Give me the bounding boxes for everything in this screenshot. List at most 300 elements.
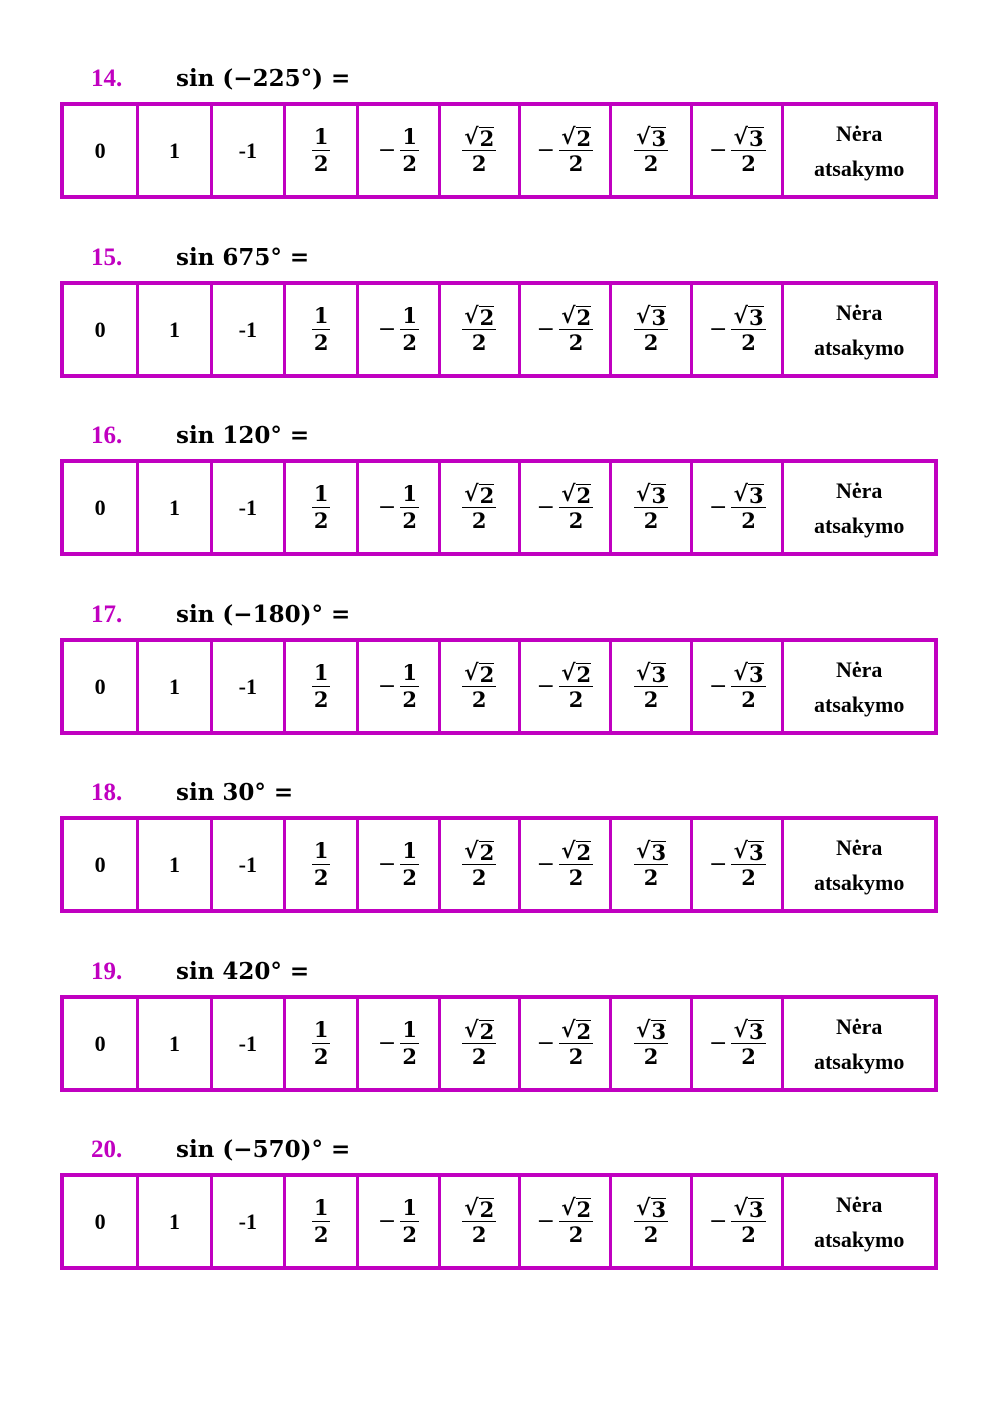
option-value: 0 bbox=[94, 137, 106, 163]
minus-sign: − bbox=[377, 1209, 397, 1234]
question-expression: sin (−180)° = bbox=[176, 601, 351, 628]
question-expression: sin 120° = bbox=[176, 422, 310, 449]
option-value: 1 bbox=[168, 673, 180, 699]
fraction-stack bbox=[462, 660, 496, 713]
answer-option[interactable] bbox=[286, 820, 359, 909]
fraction bbox=[537, 124, 594, 177]
answer-options-row bbox=[60, 638, 938, 735]
fraction bbox=[462, 838, 496, 891]
radical-sign: √ bbox=[636, 124, 651, 150]
fraction bbox=[709, 1017, 766, 1070]
radicand: 3 bbox=[651, 1019, 667, 1044]
fraction bbox=[312, 124, 331, 177]
option-label-line1: Nėra bbox=[835, 477, 883, 503]
fraction-stack bbox=[731, 660, 765, 713]
fraction-stack bbox=[634, 660, 668, 713]
denominator: 2 bbox=[402, 1044, 417, 1069]
answer-options-row bbox=[60, 102, 938, 199]
fraction-stack bbox=[462, 1017, 496, 1070]
radical-sign: √ bbox=[561, 1195, 576, 1221]
denominator: 2 bbox=[402, 1222, 417, 1247]
answer-option[interactable] bbox=[139, 999, 212, 1088]
fraction bbox=[634, 1017, 668, 1070]
denominator: 2 bbox=[568, 687, 584, 712]
fraction bbox=[378, 1195, 419, 1248]
fraction-stack bbox=[559, 124, 593, 177]
answer-option[interactable] bbox=[139, 1177, 212, 1266]
answer-option[interactable] bbox=[784, 106, 934, 195]
question-number: 17. bbox=[91, 601, 123, 628]
answer-option[interactable] bbox=[784, 999, 934, 1088]
radicand: 2 bbox=[576, 840, 592, 865]
radical-sign: √ bbox=[464, 1017, 479, 1043]
radicand: 2 bbox=[479, 126, 495, 151]
square-root bbox=[636, 303, 666, 329]
radicand: 2 bbox=[479, 305, 495, 330]
answer-option[interactable] bbox=[612, 1177, 693, 1266]
fraction bbox=[709, 838, 766, 891]
denominator: 2 bbox=[643, 865, 659, 890]
minus-sign: − bbox=[377, 138, 397, 163]
numerator bbox=[731, 660, 765, 686]
answer-option[interactable] bbox=[213, 285, 286, 374]
numerator bbox=[731, 481, 765, 507]
answer-option[interactable] bbox=[521, 820, 612, 909]
minus-sign: − bbox=[536, 674, 556, 699]
radicand: 2 bbox=[576, 1019, 592, 1044]
answer-option[interactable] bbox=[139, 285, 212, 374]
question-header bbox=[60, 776, 938, 810]
minus-sign: − bbox=[709, 1209, 728, 1234]
square-root bbox=[561, 660, 591, 686]
option-value: 0 bbox=[94, 673, 106, 699]
option-label-line2: atsakymo bbox=[813, 869, 905, 895]
square-root bbox=[561, 124, 591, 150]
answer-option[interactable] bbox=[784, 1177, 934, 1266]
minus-sign: − bbox=[536, 138, 556, 163]
answer-option[interactable] bbox=[521, 285, 612, 374]
denominator: 2 bbox=[313, 865, 329, 890]
fraction-stack bbox=[462, 124, 496, 177]
answer-option[interactable] bbox=[784, 285, 934, 374]
denominator: 2 bbox=[402, 865, 417, 890]
radical-sign: √ bbox=[733, 481, 748, 507]
answer-option[interactable] bbox=[286, 999, 359, 1088]
square-root bbox=[733, 660, 763, 686]
fraction bbox=[709, 124, 766, 177]
numerator bbox=[731, 303, 765, 329]
answer-option[interactable] bbox=[64, 106, 139, 195]
answer-option[interactable] bbox=[286, 463, 359, 552]
radical-sign: √ bbox=[733, 660, 748, 686]
radical-sign: √ bbox=[733, 1195, 748, 1221]
fraction-stack bbox=[400, 660, 419, 713]
option-label-line2: atsakymo bbox=[813, 691, 905, 717]
minus-sign: − bbox=[536, 317, 556, 342]
question-header bbox=[60, 62, 938, 96]
fraction-stack bbox=[462, 481, 496, 534]
fraction-stack bbox=[559, 303, 593, 356]
answer-option[interactable] bbox=[612, 106, 693, 195]
radical-sign: √ bbox=[561, 838, 576, 864]
denominator: 2 bbox=[471, 865, 487, 890]
denominator: 2 bbox=[313, 1044, 329, 1069]
denominator: 2 bbox=[402, 151, 417, 176]
denominator: 2 bbox=[741, 1222, 756, 1247]
fraction-stack bbox=[312, 1195, 331, 1248]
square-root bbox=[733, 1195, 763, 1221]
option-label-line2: atsakymo bbox=[813, 334, 905, 360]
fraction bbox=[634, 660, 668, 713]
answer-option[interactable] bbox=[359, 1177, 440, 1266]
radicand: 3 bbox=[651, 126, 667, 151]
fraction bbox=[634, 481, 668, 534]
option-value: 1 bbox=[168, 1208, 180, 1234]
fraction bbox=[312, 481, 331, 534]
denominator: 2 bbox=[568, 1222, 584, 1247]
answer-option[interactable] bbox=[693, 285, 784, 374]
question-expression: sin 675° = bbox=[176, 244, 310, 271]
square-root bbox=[561, 838, 591, 864]
minus-sign: − bbox=[377, 852, 397, 877]
square-root bbox=[464, 1017, 494, 1043]
fraction bbox=[312, 1195, 331, 1248]
radical-sign: √ bbox=[636, 660, 651, 686]
answer-option[interactable] bbox=[784, 642, 934, 731]
minus-sign: − bbox=[377, 1031, 397, 1056]
minus-sign: − bbox=[536, 1209, 556, 1234]
denominator: 2 bbox=[313, 508, 329, 533]
option-label-line1: Nėra bbox=[835, 120, 883, 146]
answer-option[interactable] bbox=[286, 285, 359, 374]
answer-option[interactable] bbox=[139, 106, 212, 195]
fraction bbox=[634, 838, 668, 891]
option-value: 1 bbox=[168, 137, 180, 163]
numerator bbox=[462, 1017, 496, 1043]
radicand: 3 bbox=[651, 840, 667, 865]
answer-option[interactable] bbox=[139, 463, 212, 552]
fraction bbox=[537, 481, 594, 534]
answer-option[interactable] bbox=[612, 642, 693, 731]
answer-options-row bbox=[60, 816, 938, 913]
radicand: 2 bbox=[576, 483, 592, 508]
answer-option[interactable] bbox=[521, 642, 612, 731]
answer-option[interactable] bbox=[441, 106, 521, 195]
answer-option[interactable] bbox=[441, 642, 521, 731]
fraction bbox=[462, 481, 496, 534]
denominator: 2 bbox=[741, 151, 756, 176]
numerator bbox=[634, 124, 668, 150]
answer-options-row bbox=[60, 459, 938, 556]
answer-option[interactable] bbox=[612, 463, 693, 552]
denominator: 2 bbox=[568, 1044, 584, 1069]
fraction-stack bbox=[559, 660, 593, 713]
answer-option[interactable] bbox=[359, 642, 440, 731]
denominator: 2 bbox=[471, 687, 487, 712]
answer-option[interactable] bbox=[139, 642, 212, 731]
answer-option[interactable] bbox=[286, 1177, 359, 1266]
fraction bbox=[634, 124, 668, 177]
radical-sign: √ bbox=[561, 303, 576, 329]
denominator: 2 bbox=[313, 330, 329, 355]
numerator bbox=[559, 303, 593, 329]
denominator: 2 bbox=[313, 687, 329, 712]
fraction-stack bbox=[400, 124, 419, 177]
radical-sign: √ bbox=[464, 838, 479, 864]
answer-option[interactable] bbox=[64, 642, 139, 731]
radicand: 3 bbox=[748, 662, 764, 687]
denominator: 2 bbox=[402, 330, 417, 355]
fraction-stack bbox=[312, 303, 331, 356]
option-value: 0 bbox=[94, 494, 106, 520]
square-root bbox=[561, 1017, 591, 1043]
answer-option[interactable] bbox=[64, 1177, 139, 1266]
fraction-stack bbox=[731, 481, 765, 534]
square-root bbox=[636, 1017, 666, 1043]
radicand: 3 bbox=[651, 483, 667, 508]
answer-option[interactable] bbox=[213, 820, 286, 909]
answer-option[interactable] bbox=[213, 999, 286, 1088]
answer-option[interactable] bbox=[612, 999, 693, 1088]
minus-sign: − bbox=[709, 317, 728, 342]
option-value: 0 bbox=[94, 1030, 106, 1056]
denominator: 2 bbox=[568, 865, 584, 890]
fraction bbox=[537, 660, 594, 713]
answer-option[interactable] bbox=[64, 820, 139, 909]
numerator bbox=[731, 124, 765, 150]
fraction-stack bbox=[312, 124, 331, 177]
answer-option[interactable] bbox=[213, 463, 286, 552]
radicand: 2 bbox=[576, 662, 592, 687]
answer-option[interactable] bbox=[64, 463, 139, 552]
denominator: 2 bbox=[568, 508, 584, 533]
fraction-stack bbox=[634, 1195, 668, 1248]
radical-sign: √ bbox=[733, 303, 748, 329]
question-number: 15. bbox=[91, 244, 123, 271]
answer-option[interactable] bbox=[359, 999, 440, 1088]
question-header bbox=[60, 419, 938, 453]
radicand: 3 bbox=[748, 840, 764, 865]
answer-option[interactable] bbox=[359, 285, 440, 374]
radicand: 3 bbox=[748, 126, 764, 151]
fraction bbox=[462, 1017, 496, 1070]
answer-option[interactable] bbox=[521, 1177, 612, 1266]
option-value: -1 bbox=[238, 851, 257, 877]
fraction bbox=[709, 660, 766, 713]
minus-sign: − bbox=[377, 495, 397, 520]
question-number: 20. bbox=[91, 1136, 123, 1163]
answer-option[interactable] bbox=[213, 1177, 286, 1266]
answer-option[interactable] bbox=[139, 820, 212, 909]
radicand: 3 bbox=[748, 305, 764, 330]
numerator bbox=[634, 660, 668, 686]
square-root bbox=[464, 660, 494, 686]
fraction bbox=[378, 838, 419, 891]
numerator bbox=[462, 838, 496, 864]
minus-sign: − bbox=[377, 317, 397, 342]
answer-option[interactable] bbox=[693, 106, 784, 195]
answer-option[interactable] bbox=[521, 106, 612, 195]
answer-option[interactable] bbox=[693, 820, 784, 909]
option-label-line2: atsakymo bbox=[813, 155, 905, 181]
question-header bbox=[60, 598, 938, 632]
numerator: 1 bbox=[313, 660, 329, 685]
numerator bbox=[634, 481, 668, 507]
numerator: 1 bbox=[402, 660, 417, 685]
answer-option[interactable] bbox=[693, 1177, 784, 1266]
fraction-stack bbox=[400, 303, 419, 356]
radical-sign: √ bbox=[561, 1017, 576, 1043]
fraction-stack bbox=[400, 838, 419, 891]
option-value: 1 bbox=[168, 316, 180, 342]
option-value: 0 bbox=[94, 1208, 106, 1234]
square-root bbox=[733, 303, 763, 329]
option-value: 0 bbox=[94, 316, 106, 342]
option-label-line1: Nėra bbox=[835, 299, 883, 325]
radical-sign: √ bbox=[561, 481, 576, 507]
radicand: 3 bbox=[748, 483, 764, 508]
answer-option[interactable] bbox=[286, 106, 359, 195]
option-label-line1: Nėra bbox=[835, 1191, 883, 1217]
denominator: 2 bbox=[643, 508, 659, 533]
denominator: 2 bbox=[643, 151, 659, 176]
option-value: -1 bbox=[238, 137, 257, 163]
fraction bbox=[709, 481, 766, 534]
answer-option[interactable] bbox=[521, 463, 612, 552]
radical-sign: √ bbox=[636, 838, 651, 864]
denominator: 2 bbox=[643, 687, 659, 712]
answer-option[interactable] bbox=[441, 820, 521, 909]
denominator: 2 bbox=[643, 330, 659, 355]
radicand: 2 bbox=[479, 483, 495, 508]
answer-option[interactable] bbox=[693, 999, 784, 1088]
square-root bbox=[733, 838, 763, 864]
answer-option[interactable] bbox=[612, 820, 693, 909]
square-root bbox=[636, 124, 666, 150]
fraction-stack bbox=[462, 838, 496, 891]
question-expression: sin 30° = bbox=[176, 779, 294, 806]
answer-options-row bbox=[60, 281, 938, 378]
radical-sign: √ bbox=[636, 303, 651, 329]
answer-option[interactable] bbox=[441, 1177, 521, 1266]
fraction bbox=[378, 1017, 419, 1070]
fraction bbox=[462, 124, 496, 177]
answer-option[interactable] bbox=[359, 106, 440, 195]
radicand: 2 bbox=[576, 305, 592, 330]
answer-option[interactable] bbox=[693, 642, 784, 731]
option-value: 1 bbox=[168, 1030, 180, 1056]
square-root bbox=[636, 660, 666, 686]
radicand: 3 bbox=[651, 305, 667, 330]
denominator: 2 bbox=[741, 865, 756, 890]
minus-sign: − bbox=[709, 495, 728, 520]
numerator: 1 bbox=[402, 1195, 417, 1220]
radical-sign: √ bbox=[636, 1017, 651, 1043]
fraction-stack bbox=[634, 838, 668, 891]
fraction-stack bbox=[559, 1017, 593, 1070]
answer-options-row bbox=[60, 995, 938, 1092]
answer-option[interactable] bbox=[286, 642, 359, 731]
numerator bbox=[731, 1195, 765, 1221]
numerator bbox=[731, 1017, 765, 1043]
answer-option[interactable] bbox=[784, 463, 934, 552]
minus-sign: − bbox=[536, 495, 556, 520]
denominator: 2 bbox=[313, 1222, 329, 1247]
answer-option[interactable] bbox=[784, 820, 934, 909]
fraction bbox=[312, 303, 331, 356]
fraction-stack bbox=[559, 838, 593, 891]
numerator: 1 bbox=[313, 1195, 329, 1220]
denominator: 2 bbox=[568, 151, 584, 176]
answer-option[interactable] bbox=[693, 463, 784, 552]
denominator: 2 bbox=[568, 330, 584, 355]
radical-sign: √ bbox=[636, 481, 651, 507]
answer-option[interactable] bbox=[521, 999, 612, 1088]
question-header bbox=[60, 241, 938, 275]
fraction bbox=[634, 303, 668, 356]
radicand: 2 bbox=[479, 840, 495, 865]
square-root bbox=[636, 1195, 666, 1221]
denominator: 2 bbox=[471, 508, 487, 533]
minus-sign: − bbox=[709, 1031, 728, 1056]
question-expression: sin (−570)° = bbox=[176, 1136, 351, 1163]
fraction bbox=[537, 1195, 594, 1248]
numerator: 1 bbox=[402, 481, 417, 506]
minus-sign: − bbox=[709, 674, 728, 699]
fraction bbox=[378, 124, 419, 177]
radical-sign: √ bbox=[464, 660, 479, 686]
answer-option[interactable] bbox=[64, 999, 139, 1088]
answer-option[interactable] bbox=[359, 463, 440, 552]
radical-sign: √ bbox=[464, 1195, 479, 1221]
square-root bbox=[464, 838, 494, 864]
fraction-stack bbox=[559, 1195, 593, 1248]
square-root bbox=[464, 481, 494, 507]
square-root bbox=[636, 838, 666, 864]
fraction bbox=[634, 1195, 668, 1248]
numerator bbox=[462, 660, 496, 686]
numerator bbox=[634, 838, 668, 864]
answer-option[interactable] bbox=[213, 106, 286, 195]
answer-option[interactable] bbox=[441, 999, 521, 1088]
answer-option[interactable] bbox=[64, 285, 139, 374]
denominator: 2 bbox=[741, 687, 756, 712]
square-root bbox=[733, 1017, 763, 1043]
numerator bbox=[559, 838, 593, 864]
option-label-line1: Nėra bbox=[835, 1013, 883, 1039]
square-root bbox=[464, 303, 494, 329]
radical-sign: √ bbox=[561, 124, 576, 150]
square-root bbox=[561, 303, 591, 329]
square-root bbox=[636, 481, 666, 507]
fraction bbox=[312, 660, 331, 713]
answer-option[interactable] bbox=[441, 463, 521, 552]
fraction bbox=[537, 1017, 594, 1070]
answer-option[interactable] bbox=[359, 820, 440, 909]
fraction bbox=[378, 303, 419, 356]
numerator bbox=[634, 1017, 668, 1043]
answer-option[interactable] bbox=[213, 642, 286, 731]
square-root bbox=[561, 481, 591, 507]
denominator: 2 bbox=[402, 508, 417, 533]
answer-option[interactable] bbox=[612, 285, 693, 374]
answer-option[interactable] bbox=[441, 285, 521, 374]
question-header bbox=[60, 1133, 938, 1167]
numerator: 1 bbox=[313, 303, 329, 328]
numerator bbox=[731, 838, 765, 864]
answer-options-row bbox=[60, 1173, 938, 1270]
fraction-stack bbox=[312, 838, 331, 891]
